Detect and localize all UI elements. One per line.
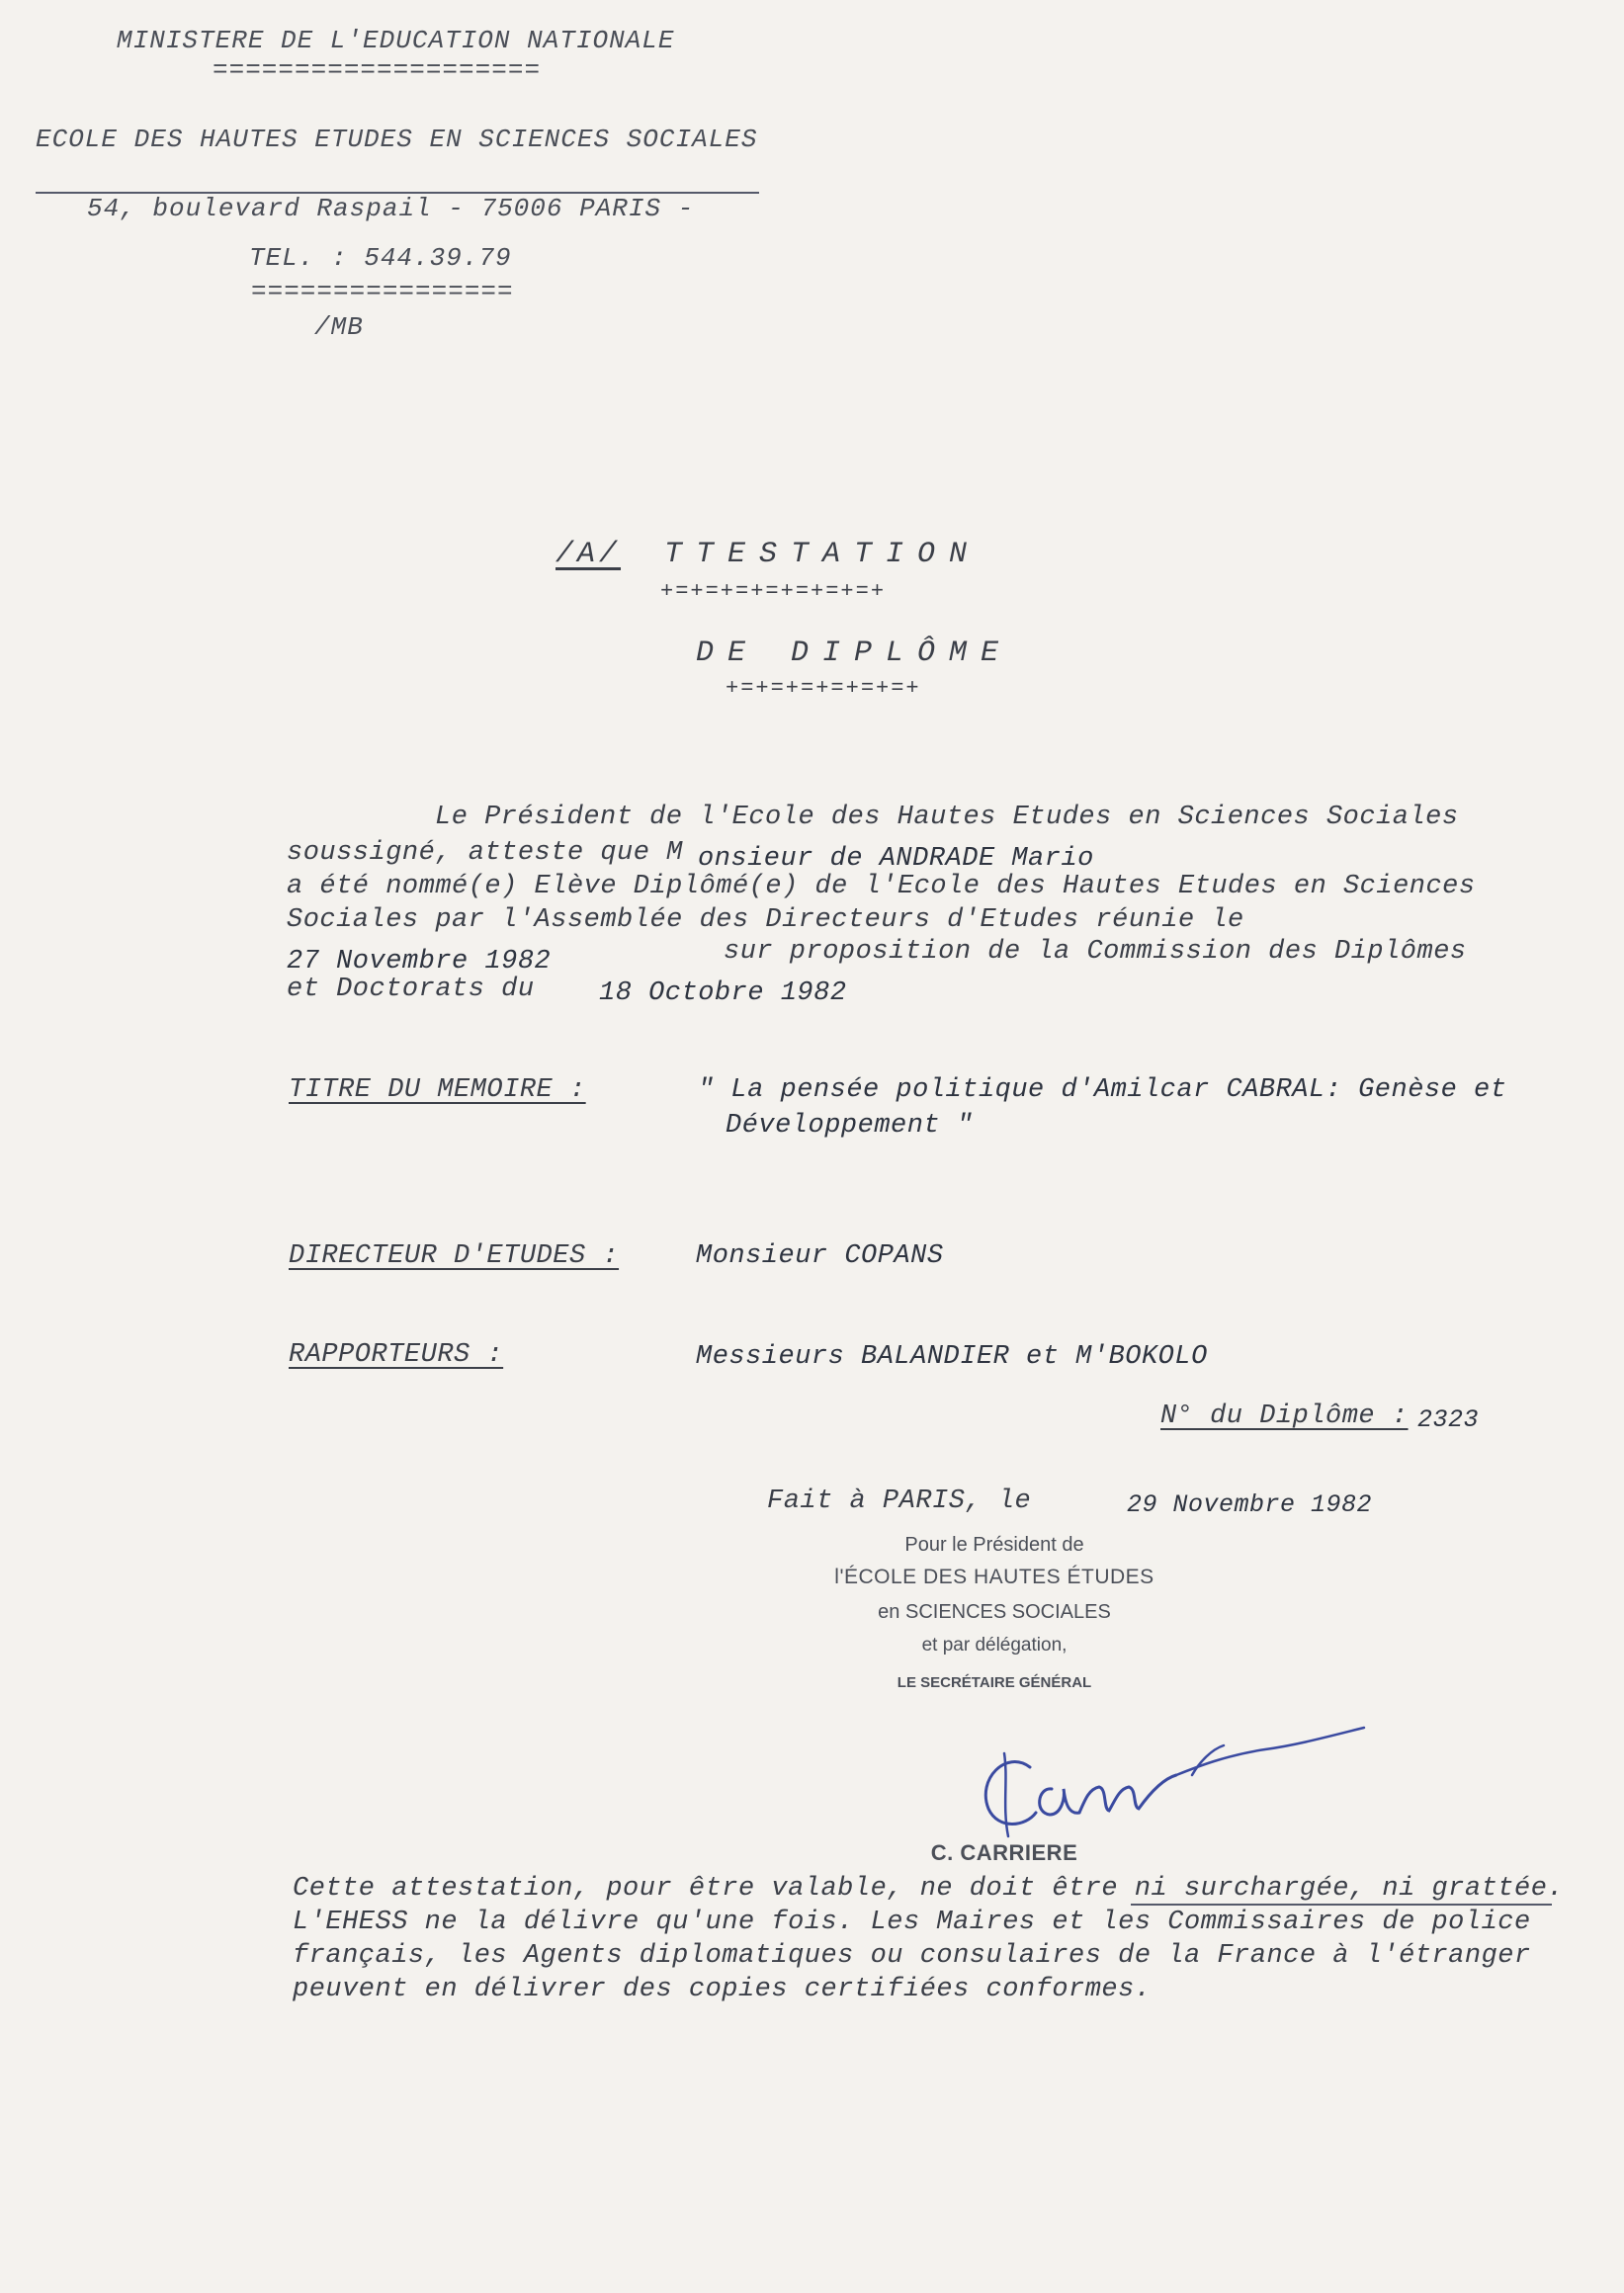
- stamp-line-4: et par délégation,: [921, 1635, 1068, 1656]
- school-heading: ECOLE DES HAUTES ETUDES EN SCIENCES SOCIALES: [36, 125, 758, 154]
- title-diplome: DE DIPLÔME: [696, 637, 1013, 670]
- stamp-line-2: l'ÉCOLE DES HAUTES ÉTUDES: [834, 1566, 1154, 1588]
- title-attestation-text: TTESTATION: [664, 538, 982, 571]
- title-attestation: [633, 538, 981, 571]
- titre-value-1: " La pensée politique d'Amilcar CABRAL: Genèse et: [698, 1075, 1507, 1105]
- body-line-2a: soussigné, atteste que M: [287, 838, 683, 868]
- body-line-6b: 18 Octobre 1982: [599, 978, 847, 1008]
- stamp-line-5: LE SECRÉTAIRE GÉNÉRAL: [897, 1674, 1092, 1691]
- directeur-label: DIRECTEUR D'ETUDES :: [289, 1241, 620, 1271]
- handwritten-signature: [969, 1710, 1384, 1848]
- telephone-rule: ================: [251, 277, 514, 306]
- titre-label: TITRE DU MEMOIRE :: [289, 1075, 586, 1105]
- ministry-heading: MINISTERE DE L'EDUCATION NATIONALE: [117, 26, 675, 55]
- footer-line-2: L'EHESS ne la délivre qu'une fois. Les Maires et les Commissaires de police: [293, 1908, 1531, 1937]
- title-ornament-2: +=+=+=+=+=+=+: [726, 676, 921, 701]
- title-prefix: /A/: [556, 538, 622, 571]
- address-line: 54, boulevard Raspail - 75006 PARIS -: [87, 194, 695, 223]
- body-line-1: Le Président de l'Ecole des Hautes Etudes en Sciences Sociales: [435, 803, 1459, 832]
- signer-name: C. CARRIERE: [930, 1840, 1078, 1865]
- diplome-number-value: 2323: [1417, 1405, 1480, 1434]
- diplome-number-label: N° du Diplôme :: [1160, 1401, 1409, 1431]
- stamp-line-3: en SCIENCES SOCIALES: [878, 1601, 1111, 1623]
- title-ornament-1: +=+=+=+=+=+=+=+: [660, 579, 887, 604]
- body-line-2b: onsieur de ANDRADE Mario: [698, 844, 1094, 874]
- footer-line-3: français, les Agents diplomatiques ou consulaires de la France à l'étranger: [293, 1941, 1531, 1971]
- stamp-line-1: Pour le Président de: [904, 1534, 1084, 1556]
- rapporteurs-label: RAPPORTEURS :: [289, 1340, 504, 1370]
- directeur-value: Monsieur COPANS: [696, 1241, 944, 1271]
- body-line-4: Sociales par l'Assemblée des Directeurs d'Etudes réunie le: [287, 905, 1244, 935]
- footer-line-1: [293, 1874, 1564, 1904]
- body-line-5b: sur proposition de la Commission des Diplômes: [724, 937, 1467, 967]
- telephone-line: TEL. : 544.39.79: [249, 243, 512, 273]
- body-line-3: a été nommé(e) Elève Diplômé(e) de l'Ecole des Hautes Etudes en Sciences: [287, 872, 1476, 901]
- body-line-5a: 27 Novembre 1982: [287, 947, 552, 977]
- reference-code: /MB: [314, 312, 364, 342]
- footer-line-4: peuvent en délivrer des copies certifiées conformes.: [293, 1975, 1152, 2004]
- fait-a-paris: Fait à PARIS, le: [767, 1486, 1032, 1516]
- footer-line-1-text: Cette attestation, pour être valable, ne doit être ni surchargée, ni grattée.: [293, 1874, 1565, 1904]
- body-line-6a: et Doctorats du: [287, 975, 535, 1004]
- rapporteurs-value: Messieurs BALANDIER et M'BOKOLO: [696, 1342, 1208, 1372]
- ministry-rule: ====================: [213, 55, 542, 85]
- footer-underline: [1131, 1904, 1552, 1906]
- titre-value-2: Développement ": [726, 1111, 974, 1141]
- signature-date: 29 Novembre 1982: [1127, 1490, 1373, 1519]
